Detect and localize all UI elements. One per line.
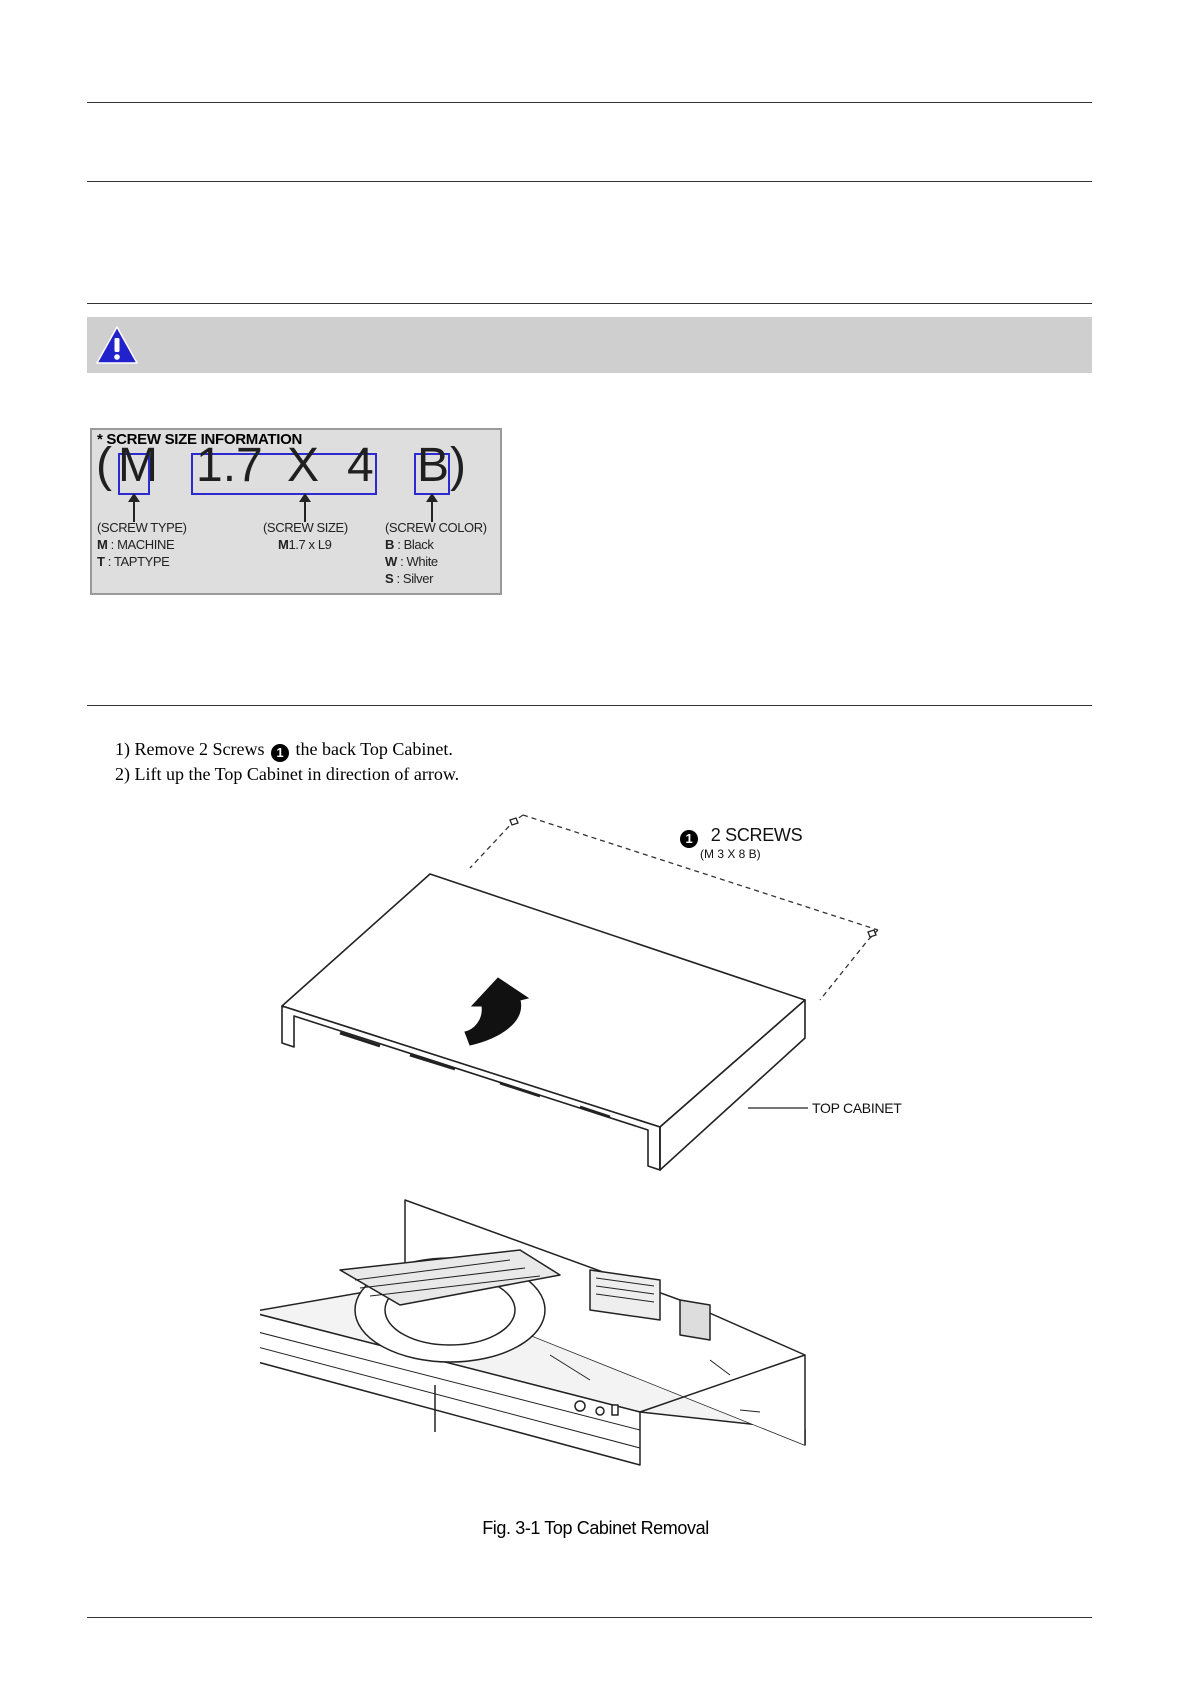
type-item-machine: M : MACHINE xyxy=(97,537,175,552)
header-rule-2 xyxy=(87,181,1092,182)
exploded-view-drawing xyxy=(260,800,920,1510)
screw-bullet-icon: 1 xyxy=(271,744,289,762)
top-cabinet xyxy=(282,874,805,1170)
color-arrow xyxy=(431,500,433,522)
size-num2: 4 xyxy=(347,439,374,492)
section-rule-1 xyxy=(87,303,1092,304)
screw-info-title: * SCREW SIZE INFORMATION xyxy=(97,431,303,448)
removal-steps xyxy=(115,737,459,787)
section-rule-2 xyxy=(87,705,1092,706)
warning-bar xyxy=(87,317,1092,373)
size-example: M1.7 x L9 xyxy=(278,537,332,552)
footer-rule xyxy=(87,1617,1092,1618)
top-cabinet-figure xyxy=(260,800,920,1510)
color-item-silver: S : Silver xyxy=(385,571,434,586)
close-paren: ) xyxy=(450,439,466,492)
screw-callout-bullet-icon: 1 xyxy=(680,830,698,848)
screw-size-info xyxy=(90,428,502,595)
warning-triangle-icon xyxy=(95,325,139,365)
dvd-chassis xyxy=(260,1180,805,1465)
type-item-taptype: T : TAPTYPE xyxy=(97,554,170,569)
step-1: 1) Remove 2 Screws 1 the back Top Cabinet. xyxy=(115,739,453,760)
type-heading: (SCREW TYPE) xyxy=(97,520,187,535)
figure-caption: Fig. 3-1 Top Cabinet Removal xyxy=(482,1518,709,1538)
step-2: 2) Lift up the Top Cabinet in direction of arrow. xyxy=(115,764,460,784)
type-arrow xyxy=(133,500,135,522)
color-letter: B xyxy=(417,439,450,492)
screw-spec: (M 3 X 8 B) xyxy=(700,847,761,861)
size-x: X xyxy=(287,439,320,492)
open-paren: ( xyxy=(96,439,112,492)
color-heading: (SCREW COLOR) xyxy=(385,520,487,535)
size-heading: (SCREW SIZE) xyxy=(263,520,348,535)
screw-callout: 1 2 SCREWS xyxy=(678,825,802,848)
color-item-white: W : White xyxy=(385,554,438,569)
color-item-black: B : Black xyxy=(385,537,434,552)
type-letter: M xyxy=(118,439,158,492)
size-arrow xyxy=(304,500,306,522)
top-cabinet-label: TOP CABINET xyxy=(812,1100,902,1116)
header-rule-top xyxy=(87,102,1092,103)
size-num1: 1.7 xyxy=(196,439,263,492)
